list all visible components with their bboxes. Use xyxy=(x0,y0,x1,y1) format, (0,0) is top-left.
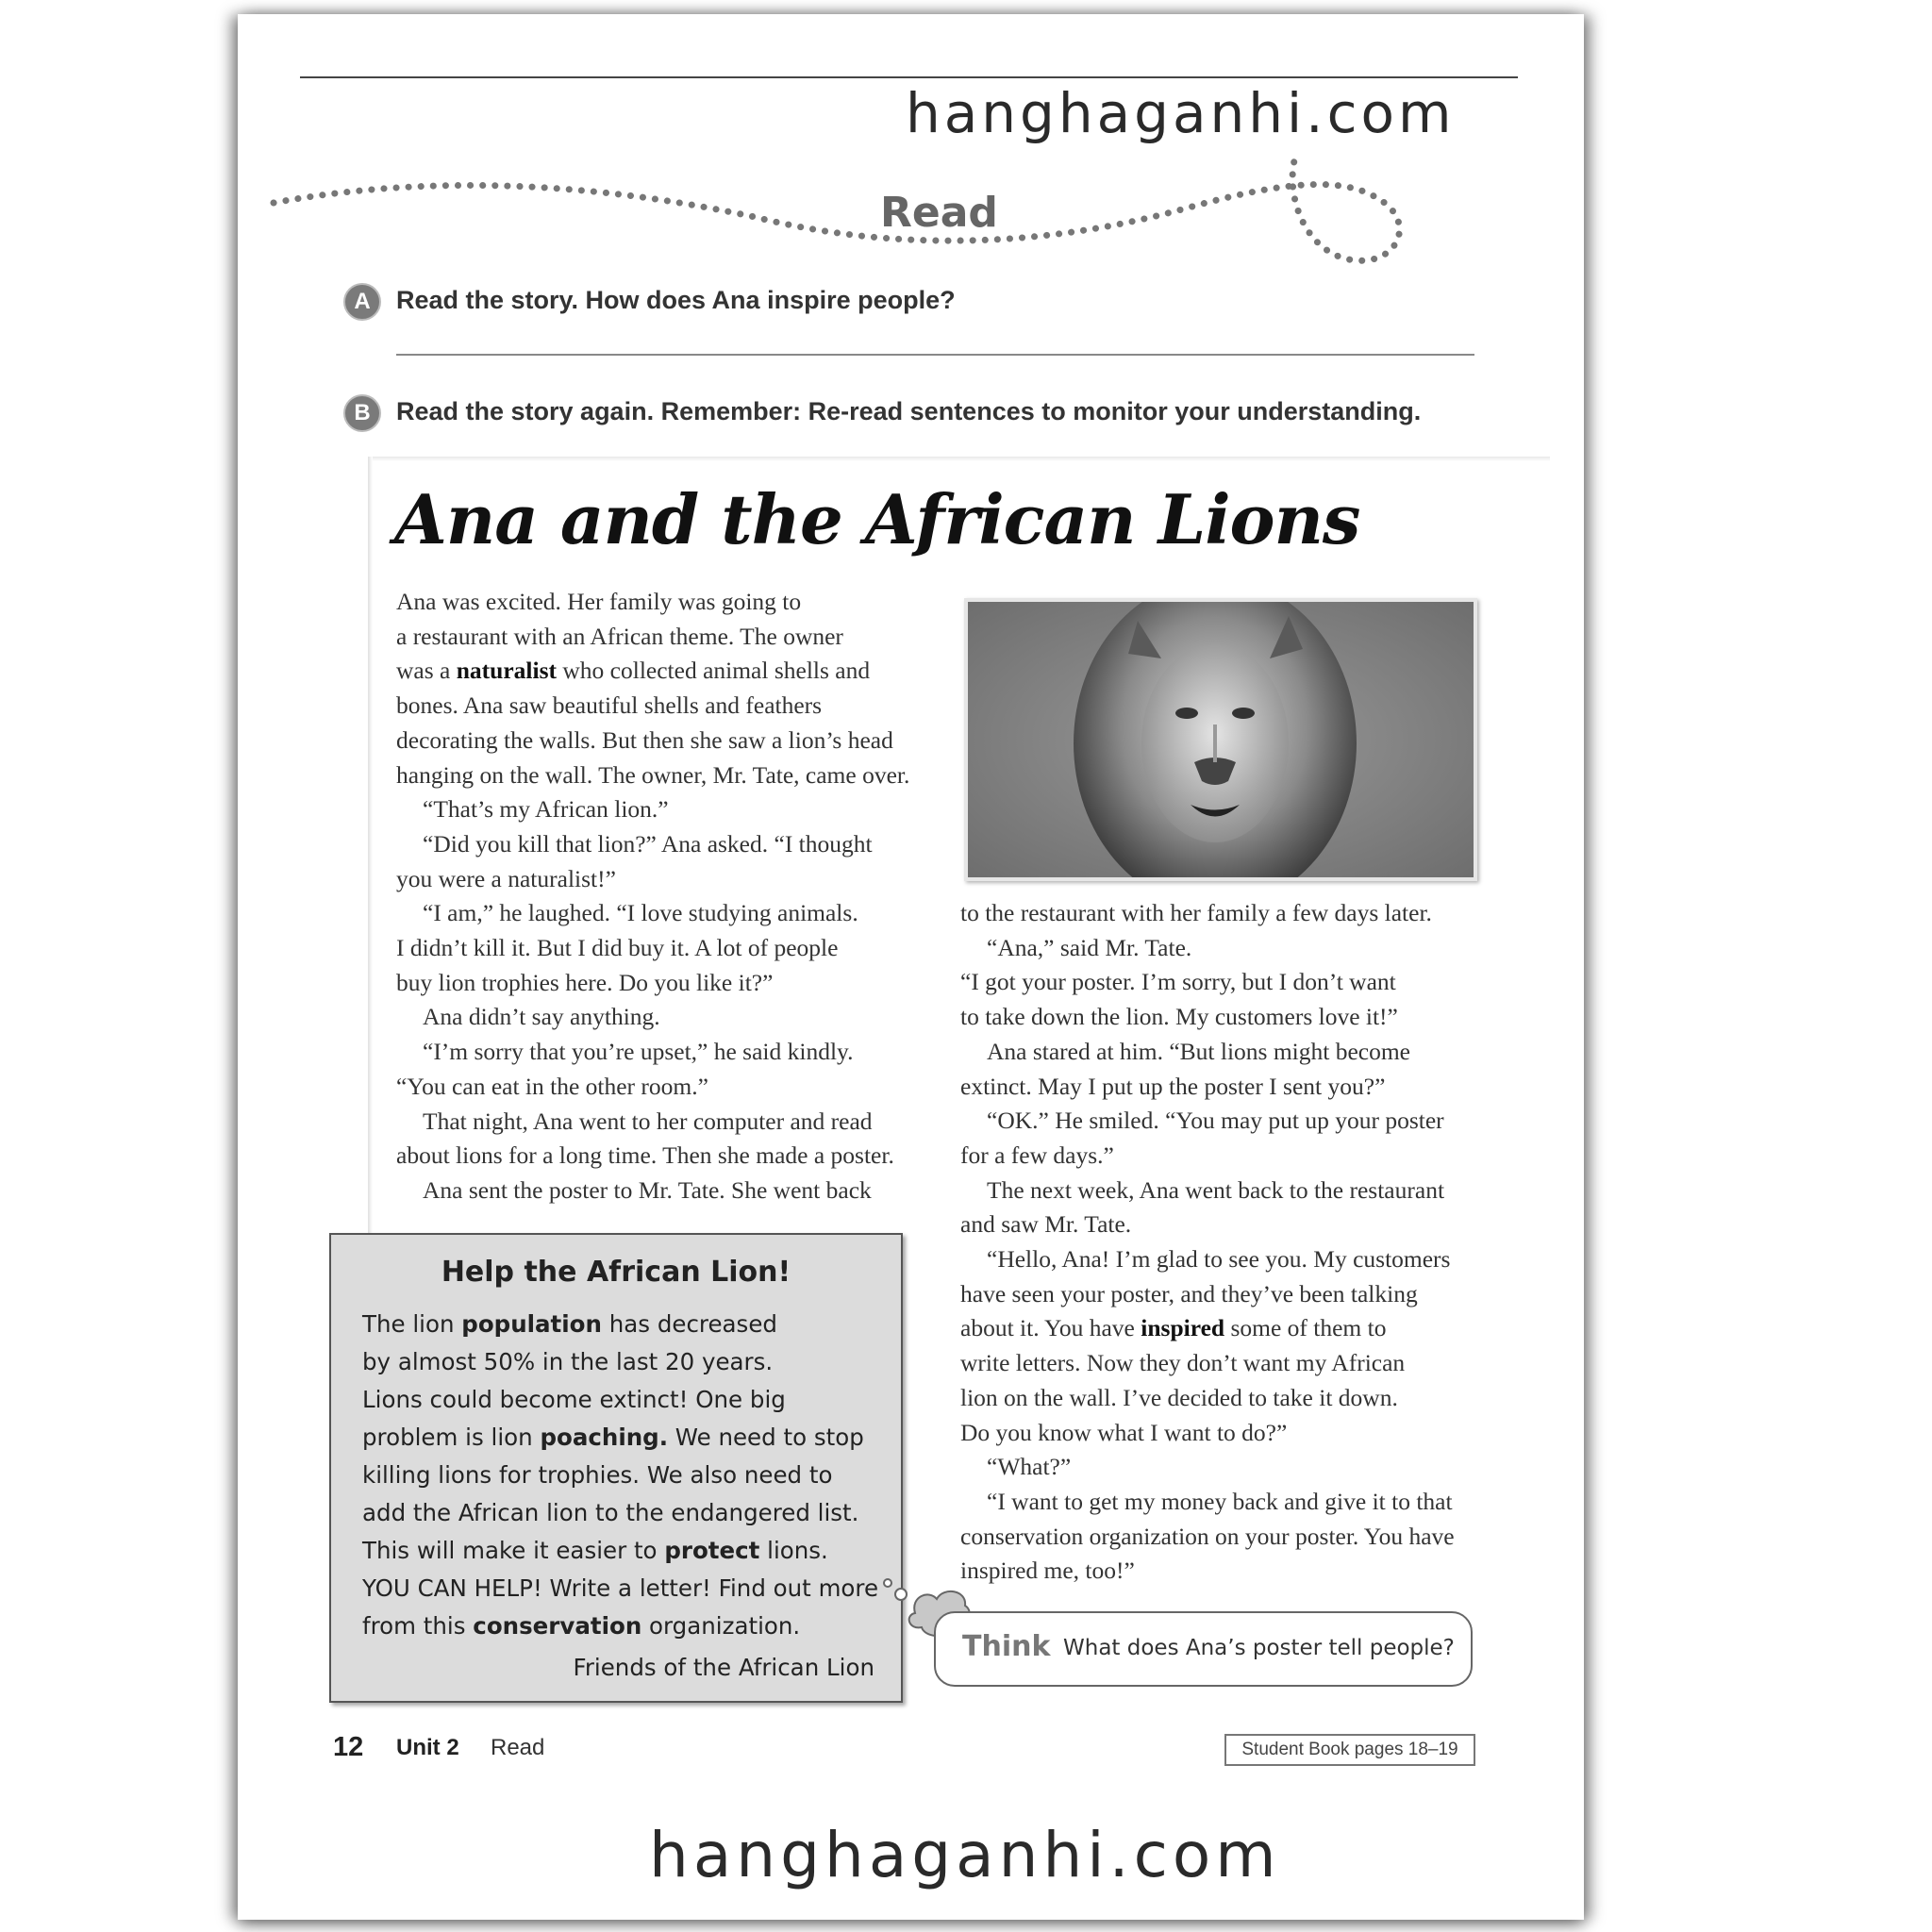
dotted-ribbon-icon xyxy=(274,151,1399,260)
story-line: “I’m sorry that you’re upset,” he said kindly. xyxy=(423,1038,854,1066)
story-line: extinct. May I put up the poster I sent you?” xyxy=(960,1072,1386,1100)
story-line: “What?” xyxy=(987,1453,1072,1481)
story-line: Ana stared at him. “But lions might become xyxy=(987,1037,1410,1065)
story-title: Ana and the African Lions xyxy=(394,479,1360,559)
poster-line: by almost 50% in the last 20 years. xyxy=(362,1348,774,1375)
story-line: “I am,” he laughed. “I love studying animals. xyxy=(423,899,858,927)
story-line: to take down the lion. My customers love it!” xyxy=(960,1003,1398,1031)
story-line: Ana was excited. Her family was going to xyxy=(396,588,802,615)
watermark-top: hanghaganhi.com xyxy=(906,81,1456,145)
story-line: “You can eat in the other room.” xyxy=(396,1072,708,1100)
poster-title: Help the African Lion! xyxy=(441,1256,791,1289)
page-number: 12 xyxy=(333,1732,364,1762)
story-line: was a naturalist who collected animal shells and xyxy=(396,657,871,685)
story-left-column xyxy=(396,585,909,1208)
question-a-badge: A xyxy=(343,283,381,321)
story-line: have seen your poster, and they’ve been talking xyxy=(960,1279,1418,1307)
think-question: What does Ana’s poster tell people? xyxy=(1063,1636,1455,1660)
unit-label: Unit 2 xyxy=(396,1735,459,1760)
think-prompt xyxy=(934,1611,1473,1687)
story-line: “Ana,” said Mr. Tate. xyxy=(987,933,1192,961)
vocab-word: poaching. xyxy=(540,1424,669,1451)
story-line: Ana didn’t say anything. xyxy=(423,1003,660,1031)
story-line: The next week, Ana went back to the restaurant xyxy=(987,1175,1445,1204)
poster-line: YOU CAN HELP! Write a letter! Find out more xyxy=(362,1574,879,1602)
question-a-text: Read the story. How does Ana inspire people? xyxy=(396,286,956,314)
poster-line: Lions could become extinct! One big xyxy=(362,1386,786,1413)
story-line: I didn’t kill it. But I did buy it. A lot of people xyxy=(396,934,839,962)
story-line: bones. Ana saw beautiful shells and feathers xyxy=(396,691,823,720)
student-book-reference: Student Book pages 18–19 xyxy=(1224,1734,1475,1766)
story-line: Ana sent the poster to Mr. Tate. She went back xyxy=(423,1175,872,1204)
lion-icon xyxy=(968,602,1474,877)
vocab-word: population xyxy=(461,1310,602,1338)
story-line: write letters. Now they don’t want my African xyxy=(960,1349,1406,1377)
story-frame-left xyxy=(368,457,373,1240)
story-line: to the restaurant with her family a few days later. xyxy=(960,899,1432,926)
vocab-word: inspired xyxy=(1141,1314,1225,1342)
story-line: “I got your poster. I’m sorry, but I don’t want xyxy=(960,968,1396,996)
poster-box xyxy=(329,1233,903,1703)
story-line: That night, Ana went to her computer and read xyxy=(423,1107,873,1135)
section-banner xyxy=(264,132,1434,274)
story-line: lion on the wall. I’ve decided to take it down. xyxy=(960,1383,1398,1411)
story-line: “That’s my African lion.” xyxy=(423,795,669,824)
story-line: inspired me, too!” xyxy=(960,1557,1135,1585)
story-line: “I want to get my money back and give it to that xyxy=(987,1487,1453,1515)
story-line: and saw Mr. Tate. xyxy=(960,1210,1132,1239)
top-rule xyxy=(300,76,1518,78)
poster-line: The lion population has decreased xyxy=(362,1310,777,1338)
answer-line xyxy=(396,354,1474,356)
poster-line: killing lions for trophies. We also need to xyxy=(362,1461,833,1489)
story-frame-top xyxy=(371,457,1550,461)
story-line: Do you know what I want to do?” xyxy=(960,1418,1288,1446)
story-line: a restaurant with an African theme. The owner xyxy=(396,622,843,650)
vocab-word: conservation xyxy=(473,1612,642,1640)
story-line: buy lion trophies here. Do you like it?” xyxy=(396,968,774,996)
question-b-text: Read the story again. Remember: Re-read sentences to monitor your understanding. xyxy=(396,397,1422,425)
story-line: “Did you kill that lion?” Ana asked. “I thought xyxy=(423,829,873,858)
poster-line: add the African lion to the endangered list. xyxy=(362,1499,859,1526)
story-right-column xyxy=(960,896,1455,1589)
story-line: “OK.” He smiled. “You may put up your poster xyxy=(987,1107,1444,1135)
story-line: conservation organization on your poster. You have xyxy=(960,1522,1455,1550)
vocab-word: naturalist xyxy=(456,657,557,685)
watermark-bottom: hanghaganhi.com xyxy=(649,1819,1281,1891)
think-label: Think xyxy=(962,1630,1051,1663)
question-b-badge: B xyxy=(343,394,381,432)
story-line: you were a naturalist!” xyxy=(396,864,616,892)
story-line: decorating the walls. But then she saw a lion’s head xyxy=(396,725,893,754)
poster-line: This will make it easier to protect lions. xyxy=(362,1537,828,1564)
story-line: hanging on the wall. The owner, Mr. Tate, came over. xyxy=(396,760,910,789)
story-line: about it. You have inspired some of them to xyxy=(960,1314,1387,1342)
poster-line: problem is lion poaching. We need to stop xyxy=(362,1424,864,1451)
poster-line: from this conservation organization. xyxy=(362,1612,801,1640)
story-line: “Hello, Ana! I’m glad to see you. My customers xyxy=(987,1245,1451,1274)
poster-signature: Friends of the African Lion xyxy=(573,1654,874,1681)
section-label: Read xyxy=(491,1735,545,1760)
lion-photo xyxy=(964,598,1477,881)
vocab-word: protect xyxy=(664,1537,760,1564)
story-line: about lions for a long time. Then she made a poster. xyxy=(396,1141,894,1170)
section-title: Read xyxy=(880,189,998,237)
story-line: for a few days.” xyxy=(960,1141,1114,1169)
